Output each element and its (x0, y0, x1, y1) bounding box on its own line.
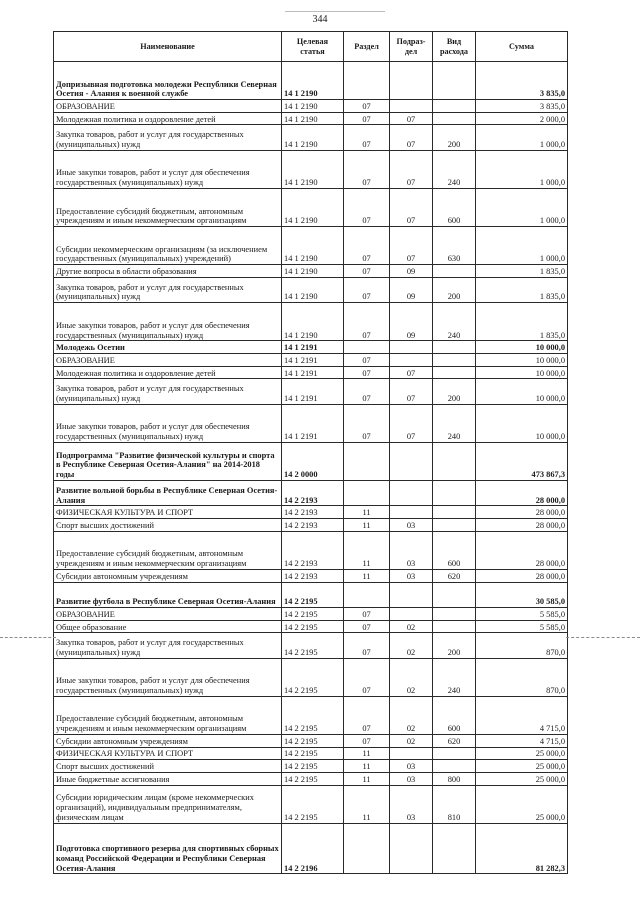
table-row (54, 785, 568, 823)
row-expense-type: 600 (433, 696, 476, 734)
row-amount: 1 000,0 (476, 227, 568, 265)
row-name: Закупка товаров, работ и услуг для государственных (муниципальных) нужд (54, 633, 282, 658)
row-subsection (390, 582, 433, 607)
row-name: Допризывная подготовка молодежи Республики Северная Осетия - Алания к военной службе (54, 62, 282, 100)
row-amount: 25 000,0 (476, 760, 568, 773)
row-subsection: 07 (390, 404, 433, 442)
row-target-code: 14 2 2196 (282, 823, 344, 874)
row-section: 07 (344, 125, 390, 150)
table-row (54, 747, 568, 760)
row-expense-type (433, 480, 476, 505)
row-subsection (390, 62, 433, 100)
row-expense-type (433, 100, 476, 113)
row-target-code: 14 1 2190 (282, 227, 344, 265)
budget-table (53, 31, 568, 874)
row-section: 11 (344, 772, 390, 785)
table-row (54, 734, 568, 747)
row-target-code: 14 2 2193 (282, 519, 344, 532)
row-subsection (390, 506, 433, 519)
table-row (54, 366, 568, 379)
row-name: Субсидии автономным учреждениям (54, 734, 282, 747)
row-amount: 870,0 (476, 658, 568, 696)
row-amount: 2 000,0 (476, 112, 568, 125)
row-subsection: 09 (390, 265, 433, 278)
row-section: 07 (344, 734, 390, 747)
row-section: 07 (344, 227, 390, 265)
row-target-code: 14 2 2193 (282, 569, 344, 582)
row-name: Спорт высших достижений (54, 760, 282, 773)
row-section: 07 (344, 658, 390, 696)
scan-fold-line-left (0, 637, 56, 638)
table-row (54, 531, 568, 569)
row-target-code: 14 2 2195 (282, 658, 344, 696)
row-name: Субсидии автономным учреждениям (54, 569, 282, 582)
row-target-code: 14 1 2191 (282, 404, 344, 442)
header-section: Раздел (344, 32, 390, 62)
row-name: Иные закупки товаров, работ и услуг для обеспечения государственных (муниципальных) нужд (54, 303, 282, 341)
row-amount: 1 835,0 (476, 277, 568, 302)
row-section: 07 (344, 620, 390, 633)
row-name: Закупка товаров, работ и услуг для государственных (муниципальных) нужд (54, 379, 282, 404)
table-row (54, 480, 568, 505)
table-row (54, 112, 568, 125)
row-target-code: 14 1 2190 (282, 303, 344, 341)
row-expense-type: 200 (433, 125, 476, 150)
row-target-code: 14 1 2190 (282, 188, 344, 226)
row-section (344, 582, 390, 607)
row-target-code: 14 2 2195 (282, 785, 344, 823)
row-subsection: 02 (390, 696, 433, 734)
row-target-code: 14 2 2195 (282, 607, 344, 620)
header-expense-type: Вид расхода (433, 32, 476, 62)
row-subsection: 02 (390, 734, 433, 747)
row-expense-type (433, 341, 476, 354)
row-amount: 4 715,0 (476, 734, 568, 747)
row-amount: 28 000,0 (476, 519, 568, 532)
row-section: 07 (344, 188, 390, 226)
table-row (54, 265, 568, 278)
row-section: 11 (344, 747, 390, 760)
row-name: Спорт высших достижений (54, 519, 282, 532)
row-subsection: 02 (390, 620, 433, 633)
row-subsection (390, 354, 433, 367)
row-subsection: 03 (390, 772, 433, 785)
row-expense-type (433, 354, 476, 367)
row-target-code: 14 1 2191 (282, 341, 344, 354)
table-row (54, 100, 568, 113)
row-expense-type (433, 62, 476, 100)
row-name: Иные закупки товаров, работ и услуг для обеспечения государственных (муниципальных) нужд (54, 404, 282, 442)
row-amount: 81 282,3 (476, 823, 568, 874)
row-subsection (390, 341, 433, 354)
row-amount: 1 000,0 (476, 150, 568, 188)
row-target-code: 14 1 2190 (282, 62, 344, 100)
table-row (54, 442, 568, 480)
row-target-code: 14 2 2195 (282, 620, 344, 633)
row-amount: 10 000,0 (476, 366, 568, 379)
table-row (54, 341, 568, 354)
row-subsection: 07 (390, 227, 433, 265)
row-subsection: 07 (390, 366, 433, 379)
row-name: Подпрограмма "Развитие физической культуры и спорта в Республике Северная Осетия-Алания" на 2014-2018 годы (54, 442, 282, 480)
header-name: Наименование (54, 32, 282, 62)
row-subsection: 07 (390, 379, 433, 404)
row-amount: 473 867,3 (476, 442, 568, 480)
row-amount: 25 000,0 (476, 747, 568, 760)
row-section: 07 (344, 633, 390, 658)
row-name: Субсидии юридическим лицам (кроме некоммерческих организаций), индивидуальным предпринимателям, физическим лицам (54, 785, 282, 823)
row-amount: 1 835,0 (476, 265, 568, 278)
row-section: 11 (344, 531, 390, 569)
row-subsection: 07 (390, 112, 433, 125)
row-target-code: 14 1 2190 (282, 100, 344, 113)
row-target-code: 14 2 2195 (282, 747, 344, 760)
row-expense-type (433, 620, 476, 633)
scan-fold-line-right (566, 637, 640, 638)
row-section: 07 (344, 607, 390, 620)
row-target-code: 14 1 2190 (282, 112, 344, 125)
row-section (344, 341, 390, 354)
row-name: Предоставление субсидий бюджетным, автономным учреждениям и иным некоммерческим организациям (54, 531, 282, 569)
table-row (54, 303, 568, 341)
table-row (54, 519, 568, 532)
row-name: ФИЗИЧЕСКАЯ КУЛЬТУРА И СПОРТ (54, 747, 282, 760)
row-expense-type (433, 582, 476, 607)
table-row (54, 620, 568, 633)
row-name: ОБРАЗОВАНИЕ (54, 100, 282, 113)
row-section (344, 480, 390, 505)
row-section: 07 (344, 150, 390, 188)
row-expense-type (433, 519, 476, 532)
budget-table-body (54, 62, 568, 874)
row-subsection: 03 (390, 519, 433, 532)
row-name: Молодежная политика и оздоровление детей (54, 112, 282, 125)
row-name: ОБРАЗОВАНИЕ (54, 354, 282, 367)
table-row (54, 125, 568, 150)
table-row (54, 569, 568, 582)
row-subsection: 03 (390, 531, 433, 569)
row-target-code: 14 2 2193 (282, 531, 344, 569)
row-subsection: 09 (390, 303, 433, 341)
row-name: ОБРАЗОВАНИЕ (54, 607, 282, 620)
table-row (54, 188, 568, 226)
scan-top-rule (285, 11, 385, 12)
row-name: Иные бюджетные ассигнования (54, 772, 282, 785)
row-target-code: 14 2 2193 (282, 506, 344, 519)
row-expense-type: 620 (433, 569, 476, 582)
row-expense-type: 240 (433, 404, 476, 442)
row-amount: 28 000,0 (476, 480, 568, 505)
row-amount: 1 835,0 (476, 303, 568, 341)
row-expense-type (433, 265, 476, 278)
row-section: 07 (344, 277, 390, 302)
row-expense-type: 240 (433, 658, 476, 696)
row-amount: 25 000,0 (476, 785, 568, 823)
row-section: 11 (344, 519, 390, 532)
row-section (344, 442, 390, 480)
row-target-code: 14 1 2190 (282, 277, 344, 302)
header-amount: Сумма (476, 32, 568, 62)
row-target-code: 14 1 2190 (282, 150, 344, 188)
row-section: 11 (344, 785, 390, 823)
row-subsection: 03 (390, 760, 433, 773)
row-target-code: 14 2 2195 (282, 734, 344, 747)
row-name: Общее образование (54, 620, 282, 633)
row-amount: 25 000,0 (476, 772, 568, 785)
row-amount: 3 835,0 (476, 100, 568, 113)
row-section: 07 (344, 265, 390, 278)
row-subsection: 02 (390, 633, 433, 658)
row-target-code: 14 1 2190 (282, 125, 344, 150)
row-amount: 5 585,0 (476, 620, 568, 633)
row-expense-type (433, 506, 476, 519)
row-expense-type: 240 (433, 150, 476, 188)
row-amount: 10 000,0 (476, 379, 568, 404)
row-section: 07 (344, 366, 390, 379)
table-row (54, 404, 568, 442)
table-row (54, 582, 568, 607)
row-amount: 4 715,0 (476, 696, 568, 734)
row-target-code: 14 2 2195 (282, 696, 344, 734)
row-name: Предоставление субсидий бюджетным, автономным учреждениям и иным некоммерческим организациям (54, 696, 282, 734)
row-section: 07 (344, 100, 390, 113)
row-expense-type (433, 607, 476, 620)
header-target: Целевая статья (282, 32, 344, 62)
table-row (54, 658, 568, 696)
row-name: Закупка товаров, работ и услуг для государственных (муниципальных) нужд (54, 125, 282, 150)
row-name: Подготовка спортивного резерва для спортивных сборных команд Российской Федерации и Республики Северная Осетия-Алания (54, 823, 282, 874)
header-subsection: Подраз-дел (390, 32, 433, 62)
row-expense-type (433, 112, 476, 125)
row-amount: 28 000,0 (476, 531, 568, 569)
table-row (54, 772, 568, 785)
row-name: Закупка товаров, работ и услуг для государственных (муниципальных) нужд (54, 277, 282, 302)
row-subsection: 07 (390, 150, 433, 188)
row-section: 07 (344, 303, 390, 341)
row-subsection (390, 607, 433, 620)
row-expense-type (433, 747, 476, 760)
row-name: Иные закупки товаров, работ и услуг для обеспечения государственных (муниципальных) нужд (54, 658, 282, 696)
row-amount: 28 000,0 (476, 569, 568, 582)
table-row (54, 227, 568, 265)
row-name: Развитие футбола в Республике Северная Осетия-Алания (54, 582, 282, 607)
page-number: 344 (312, 14, 328, 25)
row-subsection (390, 100, 433, 113)
table-row (54, 607, 568, 620)
row-name: Молодежная политика и оздоровление детей (54, 366, 282, 379)
row-expense-type: 600 (433, 531, 476, 569)
row-name: Развитие вольной борьбы в Республике Северная Осетия-Алания (54, 480, 282, 505)
row-expense-type: 200 (433, 277, 476, 302)
row-section: 11 (344, 569, 390, 582)
row-subsection (390, 480, 433, 505)
row-section: 07 (344, 379, 390, 404)
row-subsection: 02 (390, 658, 433, 696)
table-row (54, 760, 568, 773)
row-subsection (390, 747, 433, 760)
row-expense-type: 810 (433, 785, 476, 823)
row-amount: 1 000,0 (476, 125, 568, 150)
table-row (54, 506, 568, 519)
row-subsection: 03 (390, 785, 433, 823)
row-name: Молодежь Осетии (54, 341, 282, 354)
table-row (54, 379, 568, 404)
row-amount: 10 000,0 (476, 354, 568, 367)
row-expense-type: 620 (433, 734, 476, 747)
row-subsection: 07 (390, 125, 433, 150)
row-expense-type: 600 (433, 188, 476, 226)
table-row (54, 277, 568, 302)
row-expense-type (433, 366, 476, 379)
row-target-code: 14 1 2191 (282, 354, 344, 367)
table-row (54, 150, 568, 188)
row-subsection: 07 (390, 188, 433, 226)
row-section (344, 62, 390, 100)
row-expense-type: 240 (433, 303, 476, 341)
header-row (54, 32, 568, 62)
table-row (54, 62, 568, 100)
row-section: 07 (344, 404, 390, 442)
row-name: Другие вопросы в области образования (54, 265, 282, 278)
row-expense-type (433, 760, 476, 773)
row-subsection (390, 823, 433, 874)
row-section: 11 (344, 760, 390, 773)
row-target-code: 14 2 2195 (282, 633, 344, 658)
row-amount: 10 000,0 (476, 341, 568, 354)
row-section: 11 (344, 506, 390, 519)
row-target-code: 14 2 0000 (282, 442, 344, 480)
table-row (54, 823, 568, 874)
row-name: Предоставление субсидий бюджетным, автономным учреждениям и иным некоммерческим организациям (54, 188, 282, 226)
row-expense-type (433, 823, 476, 874)
row-target-code: 14 2 2195 (282, 760, 344, 773)
row-expense-type: 800 (433, 772, 476, 785)
row-amount: 28 000,0 (476, 506, 568, 519)
row-amount: 3 835,0 (476, 62, 568, 100)
row-section: 07 (344, 112, 390, 125)
row-subsection: 09 (390, 277, 433, 302)
row-target-code: 14 2 2195 (282, 582, 344, 607)
row-section: 07 (344, 354, 390, 367)
row-name: ФИЗИЧЕСКАЯ КУЛЬТУРА И СПОРТ (54, 506, 282, 519)
row-section: 07 (344, 696, 390, 734)
row-amount: 30 585,0 (476, 582, 568, 607)
row-expense-type: 630 (433, 227, 476, 265)
row-target-code: 14 2 2195 (282, 772, 344, 785)
row-subsection: 03 (390, 569, 433, 582)
row-name: Иные закупки товаров, работ и услуг для обеспечения государственных (муниципальных) нужд (54, 150, 282, 188)
row-target-code: 14 2 2193 (282, 480, 344, 505)
row-expense-type: 200 (433, 379, 476, 404)
table-row (54, 633, 568, 658)
row-target-code: 14 1 2191 (282, 379, 344, 404)
row-target-code: 14 1 2190 (282, 265, 344, 278)
row-amount: 5 585,0 (476, 607, 568, 620)
row-amount: 10 000,0 (476, 404, 568, 442)
row-amount: 1 000,0 (476, 188, 568, 226)
table-row (54, 354, 568, 367)
row-subsection (390, 442, 433, 480)
row-section (344, 823, 390, 874)
row-expense-type: 200 (433, 633, 476, 658)
row-amount: 870,0 (476, 633, 568, 658)
row-expense-type (433, 442, 476, 480)
row-name: Субсидии некоммерческим организациям (за исключением государственных (муниципальных) учреждений) (54, 227, 282, 265)
row-target-code: 14 1 2191 (282, 366, 344, 379)
table-row (54, 696, 568, 734)
